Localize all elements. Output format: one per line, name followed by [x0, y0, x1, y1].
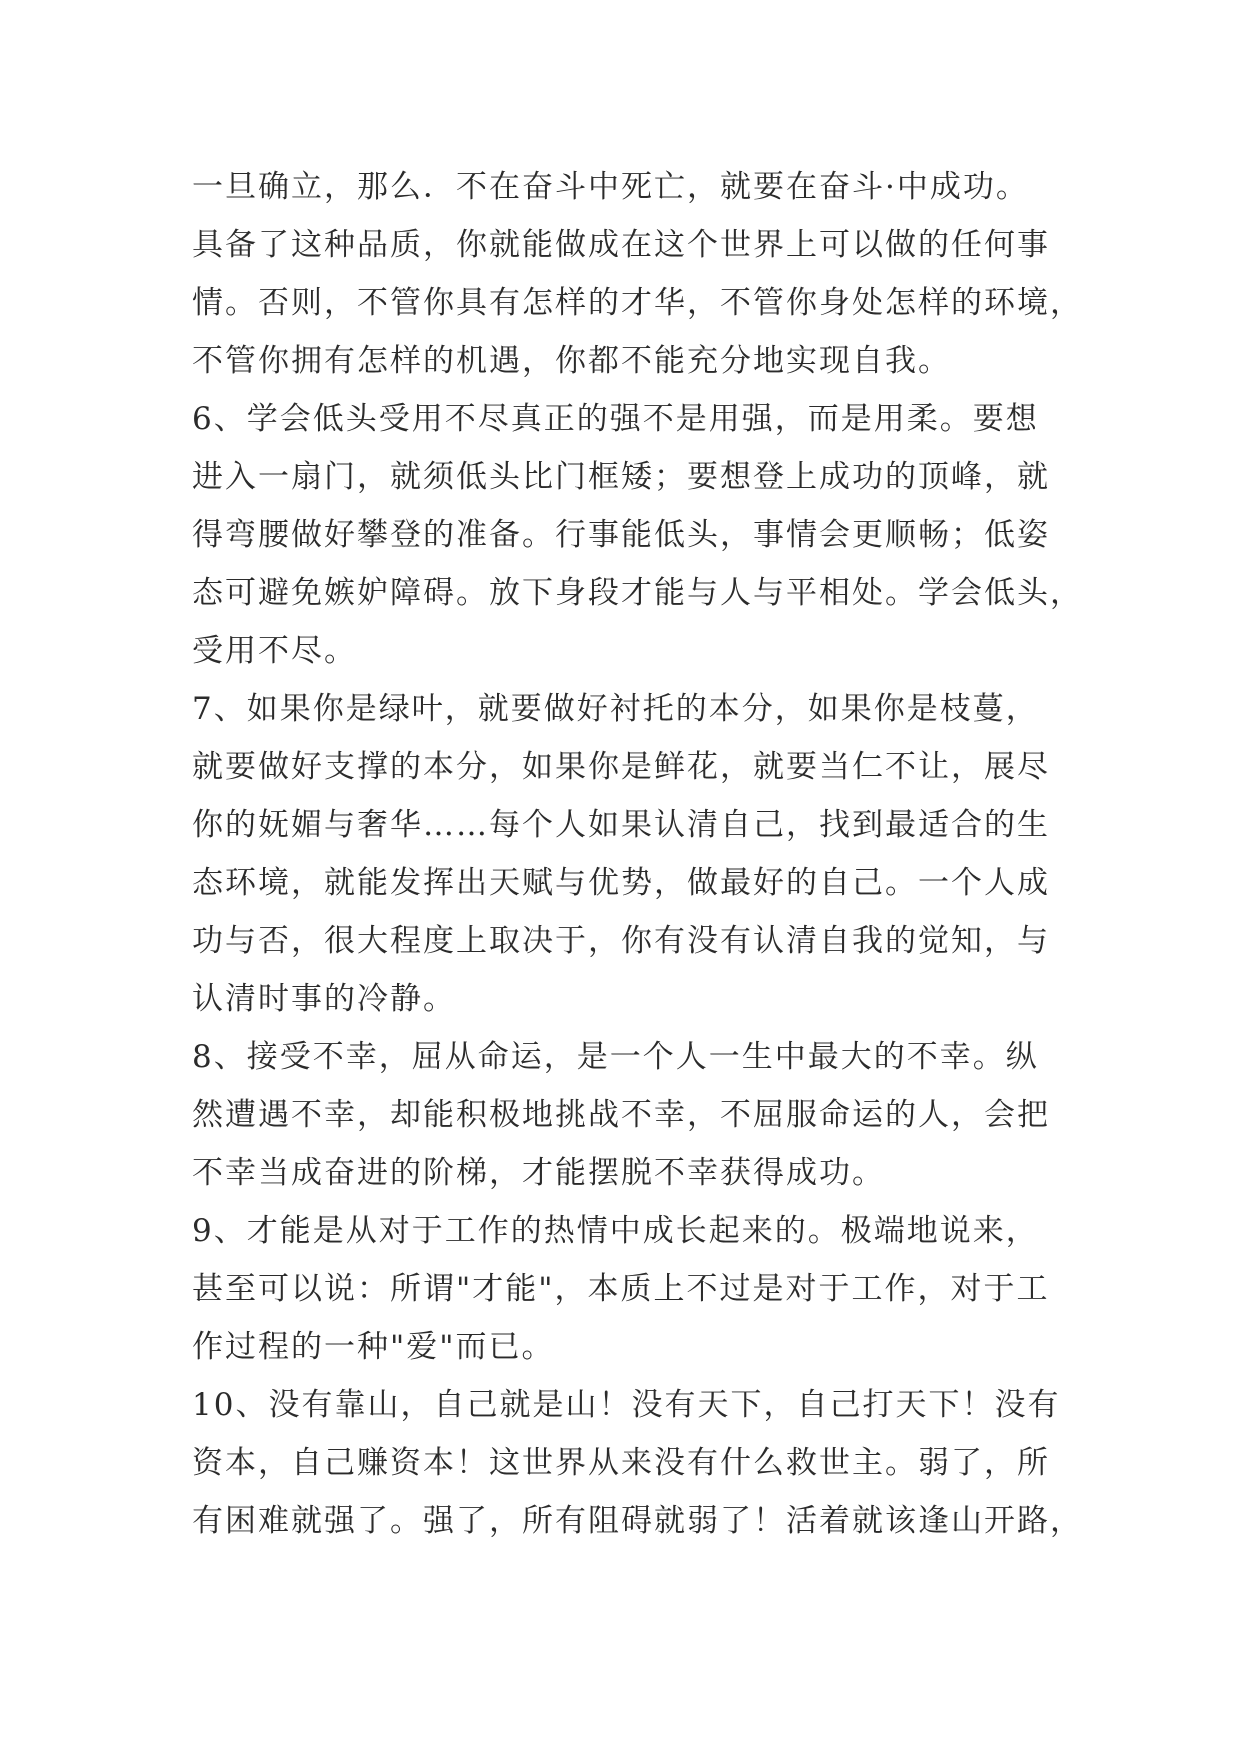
text-line: 6、学会低头受用不尽真正的强不是用强，而是用柔。要想: [192, 401, 1039, 437]
text-line: 态环境，就能发挥出天赋与优势，做最好的自己。一个人成: [192, 865, 1050, 901]
text-line: 进入一扇门，就须低头比门框矮；要想登上成功的顶峰，就: [192, 459, 1050, 495]
text-line: 功与否，很大程度上取决于，你有没有认清自我的觉知，与: [192, 923, 1050, 959]
text-line: 8、接受不幸，屈从命运，是一个人一生中最大的不幸。纵: [192, 1039, 1039, 1075]
text-line: 一旦确立，那么．不在奋斗中死亡，就要在奋斗·中成功。: [192, 169, 1029, 205]
body-text: [192, 158, 1083, 1550]
text-line: 不管你拥有怎样的机遇，你都不能充分地实现自我。: [192, 343, 951, 379]
text-line: 甚至可以说：所谓"才能"，本质上不过是对于工作，对于工: [192, 1271, 1050, 1307]
text-line: 10、没有靠山，自己就是山！没有天下，自己打天下！没有: [192, 1387, 1061, 1423]
text-line: 然遭遇不幸，却能积极地挑战不幸，不屈服命运的人，会把: [192, 1097, 1050, 1133]
text-line: 作过程的一种"爱"而已。: [192, 1329, 555, 1365]
text-line: 得弯腰做好攀登的准备。行事能低头，事情会更顺畅；低姿: [192, 517, 1050, 553]
text-line: 9、才能是从对于工作的热情中成长起来的。极端地说来，: [192, 1213, 1039, 1249]
text-line: 不幸当成奋进的阶梯，才能摆脱不幸获得成功。: [192, 1155, 885, 1191]
text-line: 7、如果你是绿叶，就要做好衬托的本分，如果你是枝蔓，: [192, 691, 1039, 727]
text-line: 受用不尽。: [192, 633, 357, 669]
text-line: 具备了这种品质，你就能做成在这个世界上可以做的任何事: [192, 227, 1050, 263]
text-line: 认清时事的冷静。: [192, 981, 456, 1017]
text-line: 你的妩媚与奢华……每个人如果认清自己，找到最适合的生: [192, 807, 1050, 843]
text-line: 有困难就强了。强了，所有阻碍就弱了！活着就该逢山开路，: [192, 1503, 1083, 1539]
text-line: 态可避免嫉妒障碍。放下身段才能与人与平相处。学会低头，: [192, 575, 1083, 611]
text-line: 情。否则，不管你具有怎样的才华，不管你身处怎样的环境，: [192, 285, 1083, 321]
text-line: 资本，自己赚资本！这世界从来没有什么救世主。弱了，所: [192, 1445, 1050, 1481]
text-line: 就要做好支撑的本分，如果你是鲜花，就要当仁不让，展尽: [192, 749, 1050, 785]
